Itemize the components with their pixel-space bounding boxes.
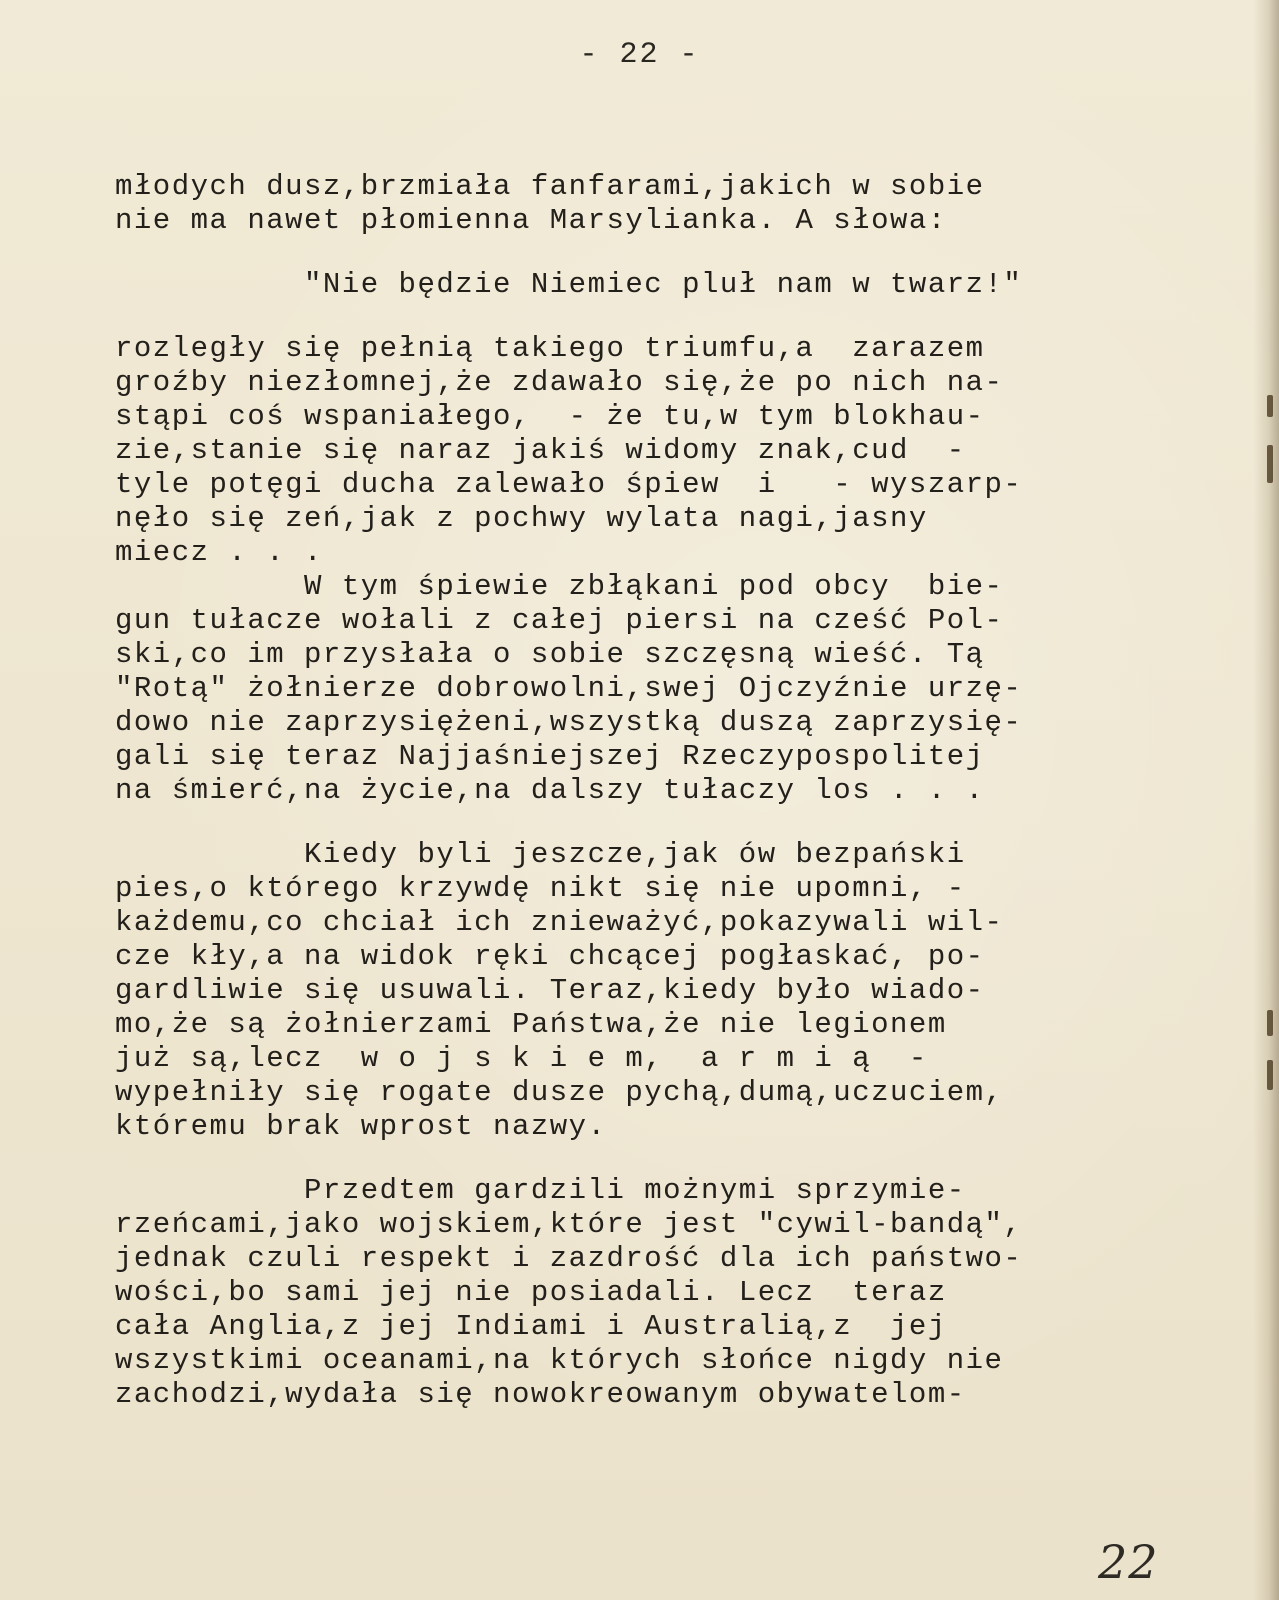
text-line: pies,o którego krzywdę nikt się nie upomni, - — [115, 872, 966, 905]
text-line: "Nie będzie Niemiec pluł nam w twarz!" — [115, 268, 1023, 301]
text-line: dowo nie zaprzysiężeni,wszystką duszą zaprzysię- — [115, 706, 1023, 739]
text-line: gali się teraz Najjaśniejszej Rzeczypospolitej — [115, 740, 985, 773]
edge-stain — [1267, 1060, 1273, 1090]
text-line: gardliwie się usuwali. Teraz,kiedy było wiado- — [115, 974, 985, 1007]
paragraph-gap — [115, 1144, 1125, 1174]
text-line: rzeńcami,jako wojskiem,które jest "cywil-bandą", — [115, 1208, 1023, 1241]
edge-stain — [1267, 445, 1273, 483]
text-line: na śmierć,na życie,na dalszy tułaczy los . . . — [115, 774, 985, 807]
text-line: wszystkimi oceanami,na których słońce nigdy nie — [115, 1344, 1004, 1377]
text-line: mo,że są żołnierzami Państwa,że nie legionem — [115, 1008, 947, 1041]
text-line: cała Anglia,z jej Indiami i Australią,z jej — [115, 1310, 947, 1343]
text-line: któremu brak wprost nazwy. — [115, 1110, 607, 1143]
text-line: cze kły,a na widok ręki chcącej pogłaskać, po- — [115, 940, 985, 973]
text-line: tyle potęgi ducha zalewało śpiew i - wyszarp- — [115, 468, 1023, 501]
paragraph-gap — [115, 808, 1125, 838]
page-edge-shadow — [1253, 0, 1279, 1600]
edge-stain — [1267, 1010, 1273, 1036]
text-line: nie ma nawet płomienna Marsylianka. A słowa: — [115, 204, 947, 237]
page-number-header: - 22 - — [579, 38, 700, 72]
text-line: młodych dusz,brzmiała fanfarami,jakich w sobie — [115, 170, 985, 203]
text-line: groźby niezłomnej,że zdawało się,że po nich na- — [115, 366, 1004, 399]
text-line: zachodzi,wydała się nowokreowanym obywatelom- — [115, 1378, 966, 1411]
text-line: nęło się zeń,jak z pochwy wylata nagi,jasny — [115, 502, 928, 535]
text-line: W tym śpiewie zbłąkani pod obcy bie- — [115, 570, 1004, 603]
text-line: rozległy się pełnią takiego triumfu,a zarazem — [115, 332, 985, 365]
handwritten-page-number: 22 — [1098, 1535, 1159, 1589]
paragraph-gap — [115, 238, 1125, 268]
text-line: miecz . . . — [115, 536, 323, 569]
text-line: każdemu,co chciał ich znieważyć,pokazywali wil- — [115, 906, 1004, 939]
text-line: zie,stanie się naraz jakiś widomy znak,cud - — [115, 434, 966, 467]
text-line: wypełniły się rogate dusze pychą,dumą,uczuciem, — [115, 1076, 1004, 1109]
text-line: wości,bo sami jej nie posiadali. Lecz teraz — [115, 1276, 947, 1309]
text-line: Kiedy byli jeszcze,jak ów bezpański — [115, 838, 966, 871]
typed-body-text — [115, 170, 1125, 1412]
text-line: "Rotą" żołnierze dobrowolni,swej Ojczyźnie urzę- — [115, 672, 1023, 705]
text-line: ski,co im przysłała o sobie szczęsną wieść. Tą — [115, 638, 985, 671]
paragraph-gap — [115, 302, 1125, 332]
text-line: jednak czuli respekt i zazdrość dla ich państwo- — [115, 1242, 1023, 1275]
edge-stain — [1267, 395, 1273, 417]
text-line: już są,lecz w o j s k i e m, a r m i ą - — [115, 1042, 928, 1075]
text-line: Przedtem gardzili możnymi sprzymie- — [115, 1174, 966, 1207]
text-line: gun tułacze wołali z całej piersi na cześć Pol- — [115, 604, 1004, 637]
text-line: stąpi coś wspaniałego, - że tu,w tym blokhau- — [115, 400, 985, 433]
